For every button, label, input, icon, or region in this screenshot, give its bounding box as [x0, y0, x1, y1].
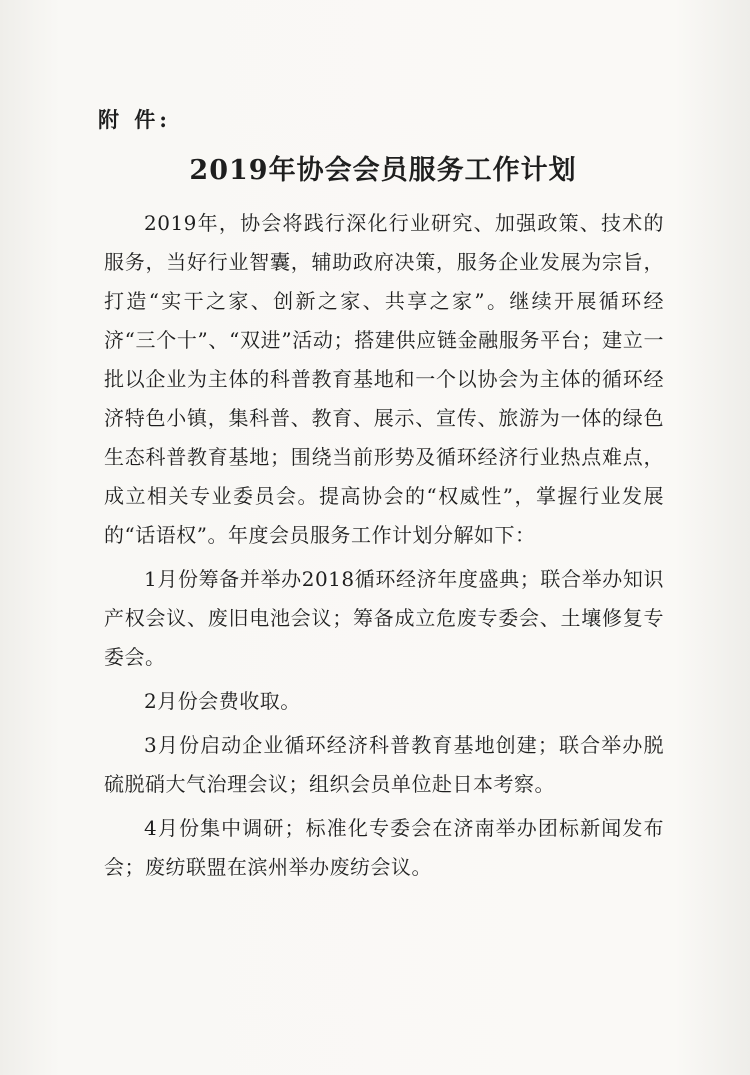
- document-title: 2019年协会会员服务工作计划: [189, 155, 577, 186]
- plan-paragraph-january: 1月份筹备并举办2018循环经济年度盛典；联合举办知识产权会议、废旧电池会议；筹备成立危废专委会、土壤修复专委会。: [104, 567, 664, 669]
- plan-paragraph-february: 2月份会费收取。: [144, 689, 301, 713]
- plan-paragraph-april: 4月份集中调研；标准化专委会在济南举办团标新闻发布会；废纺联盟在滨州举办废纺会议。: [104, 816, 664, 879]
- plan-paragraph-march: 3月份启动企业循环经济科普教育基地创建；联合举办脱硫脱硝大气治理会议；组织会员单位赴日本考察。: [104, 733, 664, 796]
- intro-paragraph: 2019年，协会将践行深化行业研究、加强政策、技术的服务，当好行业智囊，辅助政府决策，服务企业发展为宗旨，打造“实干之家、创新之家、共享之家”。继续开展循环经济“三个十”、“双进”活动；搭建供应链金融服务平台；建立一批以企业为主体的科普教育基地和一个以协会为主体的循环经济特色小镇，集科普、教育、展示、宣传、旅游为一体的绿色生态科普教育基地；围绕当前形势及循环经济行业热点难点，成立相关专业委员会。提高协会的“权威性”，掌握行业发展的“话语权”。年度会员服务工作计划分解如下：: [104, 211, 664, 547]
- document-body: [104, 204, 664, 887]
- attachment-label: 附 件:: [98, 107, 172, 132]
